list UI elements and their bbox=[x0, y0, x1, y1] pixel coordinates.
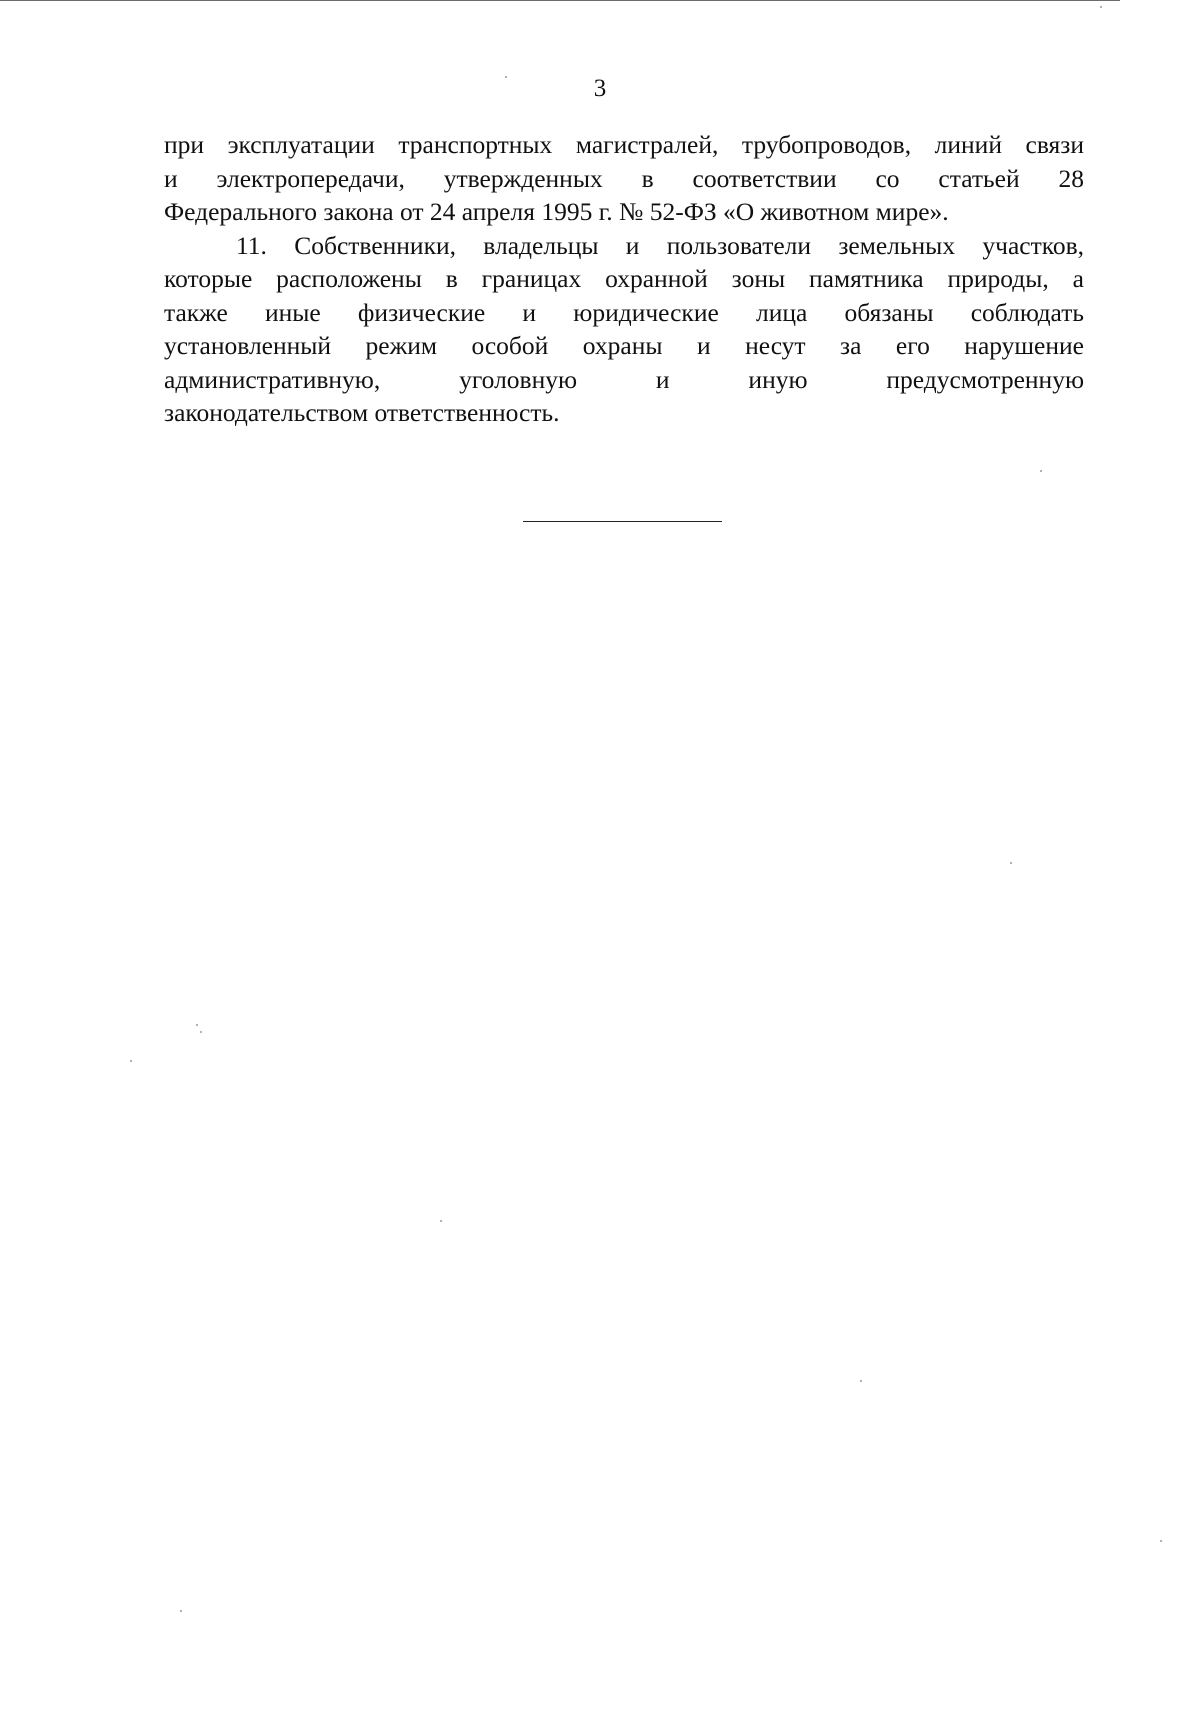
text-line: также иные физические и юридические лица обязаны соблюдать bbox=[164, 297, 1084, 327]
page-number: 3 bbox=[593, 75, 607, 102]
text-line: установленный режим особой охраны и несут за его нарушение bbox=[164, 331, 1084, 360]
scan-speck bbox=[505, 76, 507, 78]
scan-speck bbox=[130, 1060, 132, 1062]
document-body bbox=[164, 128, 1084, 430]
scan-speck bbox=[860, 1380, 862, 1382]
text-line: и электропередачи, утвержденных в соответствии со статьей 28 bbox=[164, 163, 1084, 193]
text-line: административную, уголовную и иную предусмотренную bbox=[164, 364, 1084, 394]
scan-speck bbox=[1160, 1540, 1162, 1542]
text-line: которые расположены в границах охранной зоны памятника природы, а bbox=[164, 264, 1084, 293]
scan-speck bbox=[1040, 470, 1042, 472]
scan-speck bbox=[1100, 6, 1102, 8]
separator-line bbox=[523, 521, 722, 522]
scan-speck bbox=[180, 1610, 182, 1612]
page-top-edge bbox=[0, 0, 1120, 1]
text-line: законодательством ответственность. bbox=[164, 398, 560, 427]
scan-speck bbox=[1010, 862, 1012, 864]
scan-speck bbox=[196, 1024, 198, 1026]
text-line: 11. Собственники, владельцы и пользователи земельных участков, bbox=[236, 230, 1084, 260]
text-line: при эксплуатации транспортных магистралей, трубопроводов, линий связи bbox=[164, 130, 1084, 159]
text-line: Федерального закона от 24 апреля 1995 г. № 52-ФЗ «О животном мире». bbox=[164, 197, 949, 226]
scan-speck bbox=[200, 1031, 202, 1033]
scan-speck bbox=[440, 1220, 442, 1222]
